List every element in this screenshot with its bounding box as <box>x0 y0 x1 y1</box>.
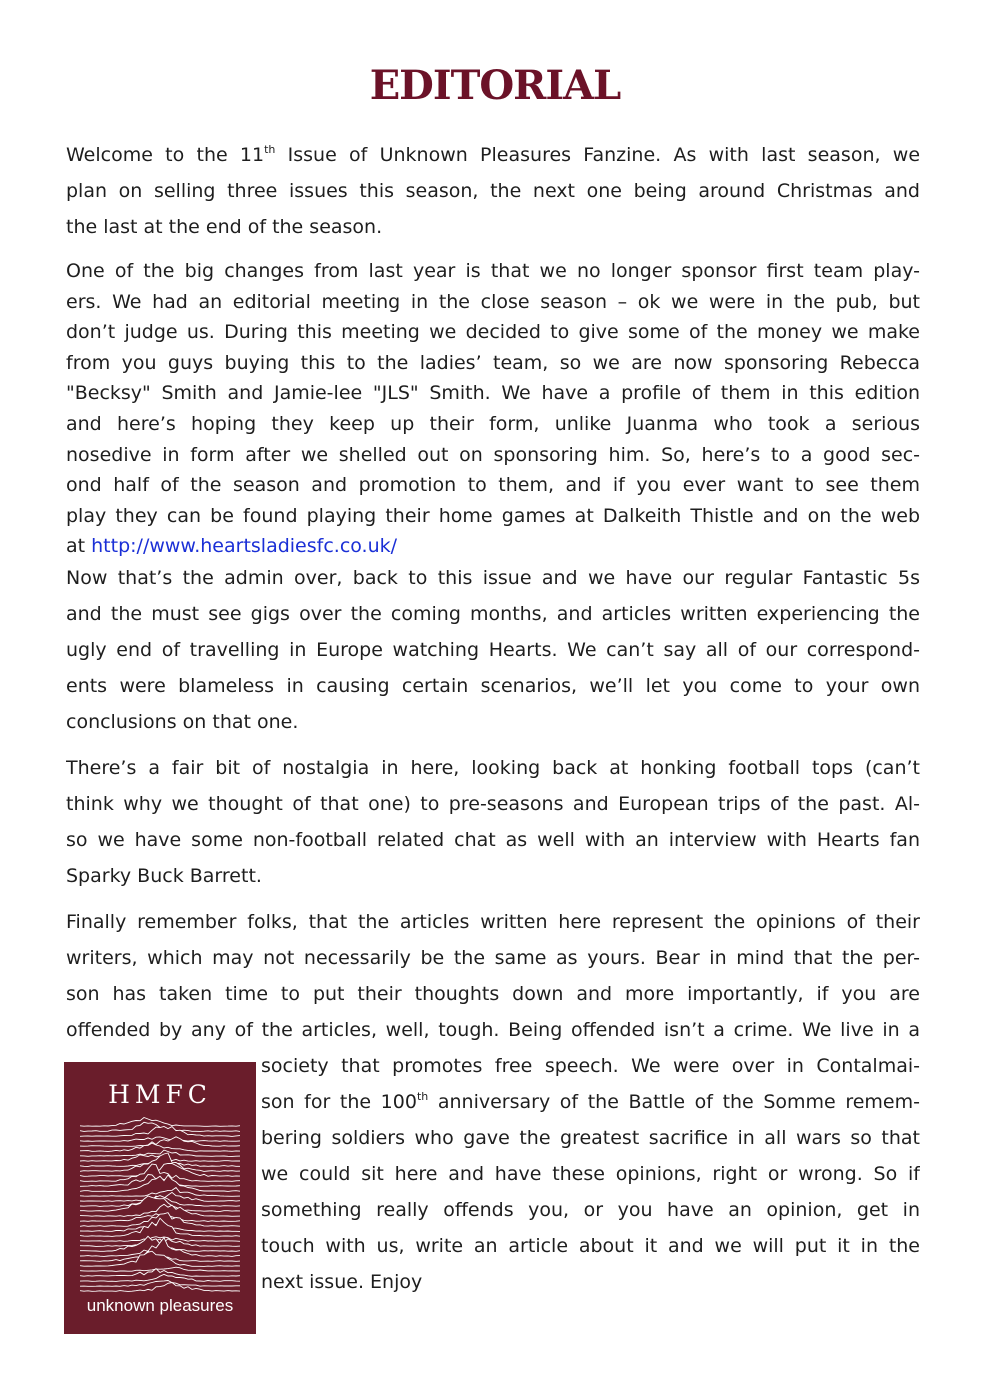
text-line: and here’s hoping they keep up their form, unlike Juanma who took a serious <box>66 412 920 435</box>
nostalgia-paragraph <box>66 750 920 894</box>
text-line: from you guys buying this to the ladies’ team, so we are now sponsoring Rebecca <box>66 351 920 374</box>
page-title: EDITORIAL <box>369 62 621 109</box>
text-line: society that promotes free speech. We were over in Contalmai- <box>261 1055 920 1077</box>
text-line: don’t judge us. During this meeting we decided to give some of the money we make <box>66 321 920 344</box>
issue-contents-paragraph <box>66 560 920 740</box>
pulsar-waves-graphic <box>80 1116 240 1296</box>
closing-paragraph <box>66 904 920 1048</box>
text-line: son has taken time to put their thoughts down and more importantly, if you are <box>66 983 920 1005</box>
text-line: plan on selling three issues this season, the next one being around Christmas and <box>66 180 920 202</box>
intro-paragraph <box>66 137 920 245</box>
hmfc-unknown-pleasures-logo <box>64 1062 256 1334</box>
text-line: the last at the end of the season. <box>66 216 383 238</box>
ladies-team-link[interactable]: http://www.heartsladiesfc.co.uk/ <box>91 535 398 558</box>
text-line: ents were blameless in causing certain scenarios, we’ll let you come to your own <box>66 675 920 697</box>
text-line: something really offends you, or you have an opinion, get in <box>261 1199 920 1221</box>
text-line: Now that’s the admin over, back to this issue and we have our regular Fantastic 5s <box>66 567 920 589</box>
text-line: conclusions on that one. <box>66 711 299 733</box>
text-line: ers. We had an editorial meeting in the close season – ok we were in the pub, but <box>66 290 920 313</box>
text-line: writers, which may not necessarily be the same as yours. Bear in mind that the per- <box>66 947 920 969</box>
text-line: Sparky Buck Barrett. <box>66 865 262 887</box>
logo-caption: unknown pleasures <box>86 1296 234 1315</box>
text-line: Finally remember folks, that the articles written here represent the opinions of their <box>66 911 920 933</box>
text-line: ond half of the season and promotion to them, and if you ever want to see them <box>66 474 920 497</box>
text-line: "Becksy" Smith and Jamie-lee "JLS" Smith. We have a profile of them in this edition <box>66 382 920 405</box>
closing-paragraph-wrap <box>261 1048 920 1300</box>
text-line: and the must see gigs over the coming months, and articles written experiencing the <box>66 603 920 625</box>
text-line: we could sit here and have these opinions, right or wrong. So if <box>261 1163 920 1185</box>
text-line: bering soldiers who gave the greatest sacrifice in all wars so that <box>261 1127 920 1149</box>
text-line: next issue. Enjoy <box>261 1271 423 1293</box>
logo-hmfc-text: HMFC <box>108 1080 212 1109</box>
text-line: There’s a fair bit of nostalgia in here, looking back at honking football tops (can’t <box>66 757 920 779</box>
text-line: son for the 100th anniversary of the Battle of the Somme remem- <box>261 1090 920 1113</box>
text-line: touch with us, write an article about it and we will put it in the <box>261 1235 920 1257</box>
text-line: play they can be found playing their home games at Dalkeith Thistle and on the web <box>66 504 920 527</box>
text-line: One of the big changes from last year is that we no longer sponsor first team play- <box>66 260 920 282</box>
text-line: ugly end of travelling in Europe watching Hearts. We can’t say all of our correspond- <box>66 639 920 661</box>
text-line: think why we thought of that one) to pre-seasons and European trips of the past. Al- <box>66 793 920 815</box>
sponsorship-paragraph <box>66 256 920 562</box>
text-line: nosedive in form after we shelled out on sponsoring him. So, here’s to a good sec- <box>66 443 920 466</box>
text-line: offended by any of the articles, well, tough. Being offended isn’t a crime. We live in a <box>66 1019 920 1041</box>
text-line: Welcome to the 11th Issue of Unknown Pleasures Fanzine. As with last season, we <box>66 143 920 166</box>
text-line: so we have some non-football related chat as well with an interview with Hearts fan <box>66 829 920 851</box>
text-line: at http://www.heartsladiesfc.co.uk/ <box>66 535 398 558</box>
